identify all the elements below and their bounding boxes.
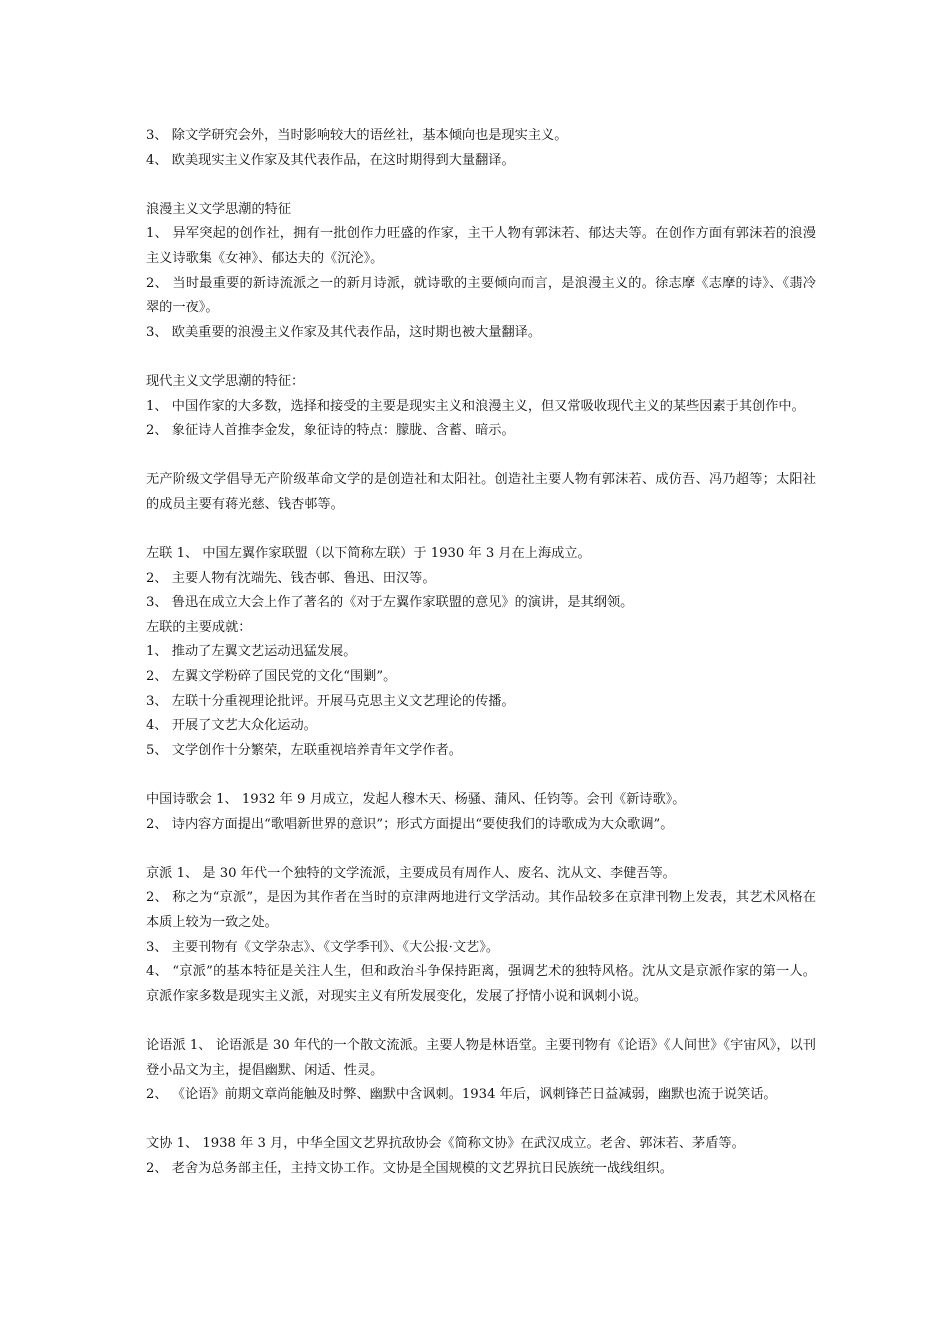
document-section [146, 542, 816, 763]
paragraph-line: 3、 欧美重要的浪漫主义作家及其代表作品，这时期也被大量翻译。 [146, 324, 542, 340]
paragraph-line: 2、 左翼文学粉碎了国民党的文化“围剿”。 [146, 669, 397, 685]
document-section [146, 862, 816, 1010]
document-section [146, 198, 816, 346]
document-page [146, 124, 816, 1206]
paragraph-line: 中国诗歌会 1、 1932 年 9 月成立，发起人穆木天、杨骚、蒲风、任钧等。会刊《新诗歌》。 [146, 792, 686, 808]
document-section [146, 124, 816, 173]
paragraph-line: 3、 主要刊物有《文学杂志》、《文学季刊》、《大公报·文艺》。 [146, 939, 500, 955]
paragraph-line: 京派 1、 是 30 年代一个独特的文学流派，主要成员有周作人、废名、沈从文、李健吾等。 [146, 865, 676, 881]
paragraph-line: 1、 中国作家的大多数，选择和接受的主要是现实主义和浪漫主义，但又常吸收现代主义的某些因素于其创作中。 [146, 398, 805, 414]
document-section [146, 1034, 816, 1108]
document-section [146, 468, 816, 517]
paragraph-line: 4、 欧美现实主义作家及其代表作品，在这时期得到大量翻译。 [146, 152, 515, 168]
paragraph-line: 5、 文学创作十分繁荣，左联重视培养青年文学作者。 [146, 742, 462, 758]
paragraph-line: 1、 异军突起的创作社，拥有一批创作力旺盛的作家，主干人物有郭沫若、郁达夫等。在创作方面有郭沫若的浪漫主义诗歌集《女神》、郁达夫的《沉沦》。 [146, 226, 816, 266]
document-section [146, 370, 816, 444]
paragraph-line: 2、 称之为“京派”，是因为其作者在当时的京津两地进行文学活动。其作品较多在京津刊物上发表，其艺术风格在本质上较为一致之处。 [146, 890, 816, 930]
paragraph-line: 1、 推动了左翼文艺运动迅猛发展。 [146, 644, 357, 660]
paragraph-line: 文协 1、 1938 年 3 月，中华全国文艺界抗敌协会《简称文协》在武汉成立。老舍、郭沫若、茅盾等。 [146, 1136, 745, 1152]
paragraph-line: 2、 象征诗人首推李金发，象征诗的特点：朦胧、含蓄、暗示。 [146, 423, 515, 439]
paragraph-line: 2、 老舍为总务部主任，主持文协工作。文协是全国规模的文艺界抗日民族统一战线组织。 [146, 1160, 673, 1176]
paragraph-line: 2、 诗内容方面提出“歌唱新世界的意识”；形式方面提出“要使我们的诗歌成为大众歌调”。 [146, 816, 674, 832]
paragraph-line: 左联 1、 中国左翼作家联盟（以下简称左联）于 1930 年 3 月在上海成立。 [146, 546, 591, 562]
paragraph-line: 2、 《论语》前期文章尚能触及时弊、幽默中含讽刺。1934 年后，讽刺锋芒日益减弱，幽默也流于说笑话。 [146, 1087, 777, 1103]
paragraph-line: 4、 开展了文艺大众化运动。 [146, 718, 317, 734]
paragraph-line: 3、 除文学研究会外，当时影响较大的语丝社，基本倾向也是现实主义。 [146, 128, 568, 143]
paragraph-line: 3、 鲁迅在成立大会上作了著名的《对于左翼作家联盟的意见》的演讲，是其纲领。 [146, 595, 634, 611]
paragraph-line: 2、 主要人物有沈端先、钱杏邨、鲁迅、田汉等。 [146, 570, 436, 586]
paragraph-line: 论语派 1、 论语派是 30 年代的一个散文流派。主要人物是林语堂。主要刊物有《论语》《人间世》《宇宙风》，以刊登小品文为主，提倡幽默、闲适、性灵。 [146, 1037, 816, 1078]
paragraph-line: 现代主义文学思潮的特征： [146, 373, 305, 389]
paragraph-line: 左联的主要成就： [146, 619, 252, 635]
paragraph-line: 浪漫主义文学思潮的特征 [146, 201, 292, 217]
paragraph-line: 3、 左联十分重视理论批评。开展马克思主义文艺理论的传播。 [146, 693, 515, 709]
paragraph-line: 4、 “京派”的基本特征是关注人生，但和政治斗争保持距离，强调艺术的独特风格。沈从文是京派作家的第一人。京派作家多数是现实主义派，对现实主义有所发展变化，发展了抒情小说和讽刺小说。 [146, 964, 816, 1004]
document-section [146, 1132, 816, 1181]
document-section [146, 788, 816, 837]
paragraph-line: 无产阶级文学倡导无产阶级革命文学的是创造社和太阳社。创造社主要人物有郭沫若、成仿吾、冯乃超等；太阳社的成员主要有蒋光慈、钱杏邨等。 [146, 472, 816, 512]
paragraph-line: 2、 当时最重要的新诗流派之一的新月诗派，就诗歌的主要倾向而言，是浪漫主义的。徐志摩《志摩的诗》、《翡冷翠的一夜》。 [146, 275, 816, 316]
